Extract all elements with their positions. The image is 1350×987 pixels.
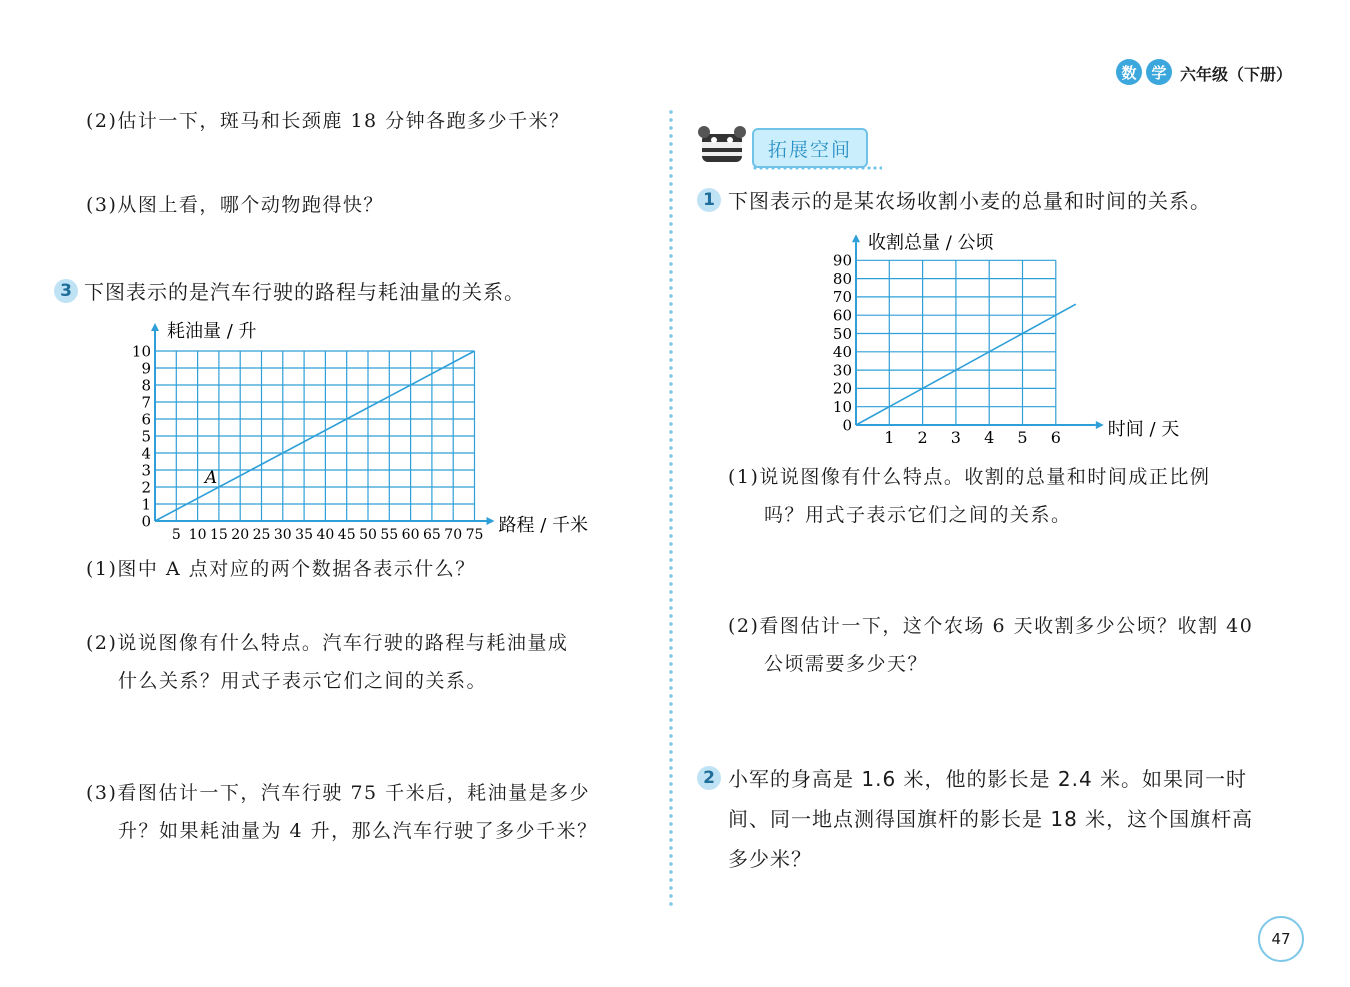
r-q1-sub1-line1: (1)说说图像有什么特点。收割的总量和时间成正比例 bbox=[728, 466, 1211, 488]
y-tick-label: 2 bbox=[141, 478, 151, 497]
r-q1-title: 下图表示的是某农场收割小麦的总量和时间的关系。 bbox=[728, 189, 1211, 213]
x-tick-label: 40 bbox=[316, 527, 335, 543]
x-tick-label: 50 bbox=[359, 527, 377, 543]
raccoon-mascot-icon bbox=[696, 124, 748, 168]
column-divider bbox=[668, 108, 674, 908]
x-tick-label: 4 bbox=[984, 428, 995, 447]
x-tick-label: 5 bbox=[1017, 428, 1028, 447]
x-tick-label: 6 bbox=[1050, 428, 1061, 447]
x-tick-label: 30 bbox=[273, 527, 292, 543]
page-number: 47 bbox=[1258, 916, 1304, 962]
x-tick-label: 15 bbox=[209, 527, 228, 543]
q3-sub1: (1)图中 A 点对应的两个数据各表示什么？ bbox=[86, 558, 476, 580]
r-q2-line3: 多少米？ bbox=[728, 847, 812, 871]
r-q2-line1: 小军的身高是 1.6 米，他的影长是 2.4 米。如果同一时 bbox=[728, 767, 1248, 791]
y-tick-label: 7 bbox=[141, 393, 151, 412]
x-tick-label: 65 bbox=[422, 527, 441, 543]
x-tick-label: 10 bbox=[188, 527, 207, 543]
r-q2-number-badge: 2 bbox=[697, 766, 721, 790]
y-tick-label: 0 bbox=[141, 512, 151, 531]
x-tick-label: 25 bbox=[252, 527, 271, 543]
x-tick-label: 60 bbox=[401, 527, 420, 543]
y-tick-label: 10 bbox=[832, 397, 852, 416]
subject-badge-1: 数 bbox=[1116, 59, 1142, 85]
x-tick-label: 35 bbox=[295, 527, 314, 543]
x-tick-label: 70 bbox=[444, 527, 463, 543]
q2-sub2: (2)估计一下，斑马和长颈鹿 18 分钟各跑多少千米？ bbox=[86, 110, 570, 132]
section-tag: 拓展空间 bbox=[752, 128, 868, 168]
y-tick-label: 4 bbox=[141, 444, 151, 463]
y-tick-label: 50 bbox=[832, 324, 852, 343]
r-q1-sub2-line2: 公顷需要多少天？ bbox=[764, 653, 929, 675]
y-tick-label: 10 bbox=[131, 342, 151, 361]
r-q1-number-badge: 1 bbox=[697, 188, 721, 212]
subject-badge-2: 学 bbox=[1146, 59, 1172, 85]
y-tick-label: 60 bbox=[832, 306, 852, 325]
fuel-distance-chart bbox=[120, 310, 640, 550]
q3-sub2-line1: (2)说说图像有什么特点。汽车行驶的路程与耗油量成 bbox=[86, 632, 569, 654]
x-tick-label: 20 bbox=[231, 527, 250, 543]
r-q2-line2: 间、同一地点测得国旗杆的影长是 18 米，这个国旗杆高 bbox=[728, 807, 1254, 831]
y-tick-label: 8 bbox=[141, 376, 151, 395]
y-tick-label: 5 bbox=[141, 427, 151, 446]
y-tick-label: 30 bbox=[832, 361, 852, 380]
q3-number-badge: 3 bbox=[54, 279, 78, 303]
harvest-time-chart bbox=[800, 225, 1180, 455]
y-axis-label: 收割总量 / 公顷 bbox=[868, 232, 994, 254]
x-tick-label: 3 bbox=[950, 428, 961, 447]
x-tick-label: 5 bbox=[171, 527, 181, 543]
x-tick-label: 1 bbox=[884, 428, 895, 447]
q3-sub3-line1: (3)看图估计一下，汽车行驶 75 千米后，耗油量是多少 bbox=[86, 782, 591, 804]
x-tick-label: 55 bbox=[380, 527, 399, 543]
x-tick-label: 75 bbox=[465, 527, 484, 543]
q2-sub3: (3)从图上看，哪个动物跑得快？ bbox=[86, 194, 384, 216]
grade-label: 六年级（下册） bbox=[1180, 65, 1293, 84]
x-tick-label: 45 bbox=[337, 527, 356, 543]
r-q1-sub2-line1: (2)看图估计一下，这个农场 6 天收割多少公顷？收割 40 bbox=[728, 615, 1254, 637]
y-tick-label: 40 bbox=[832, 343, 852, 362]
y-tick-label: 6 bbox=[141, 410, 151, 429]
y-tick-label: 1 bbox=[141, 495, 151, 514]
y-tick-label: 80 bbox=[832, 269, 852, 288]
x-tick-label: 2 bbox=[917, 428, 928, 447]
y-tick-label: 3 bbox=[141, 461, 151, 480]
x-axis-label: 路程 / 千米 bbox=[498, 515, 589, 536]
y-tick-label: 70 bbox=[832, 288, 852, 307]
q3-sub3-line2: 升？如果耗油量为 4 升，那么汽车行驶了多少千米？ bbox=[118, 820, 598, 842]
x-axis-label: 时间 / 天 bbox=[1107, 419, 1180, 440]
y-tick-label: 20 bbox=[832, 379, 852, 398]
y-tick-label: 0 bbox=[842, 416, 852, 435]
y-tick-label: 90 bbox=[832, 251, 852, 270]
q3-title: 下图表示的是汽车行驶的路程与耗油量的关系。 bbox=[84, 280, 525, 304]
y-axis-label: 耗油量 / 升 bbox=[167, 321, 257, 342]
section-tag-underline bbox=[752, 166, 882, 170]
y-tick-label: 9 bbox=[141, 359, 151, 378]
r-q1-sub1-line2: 吗？用式子表示它们之间的关系。 bbox=[764, 504, 1072, 526]
q3-sub2-line2: 什么关系？用式子表示它们之间的关系。 bbox=[118, 670, 488, 692]
point-a-label: A bbox=[204, 468, 218, 488]
